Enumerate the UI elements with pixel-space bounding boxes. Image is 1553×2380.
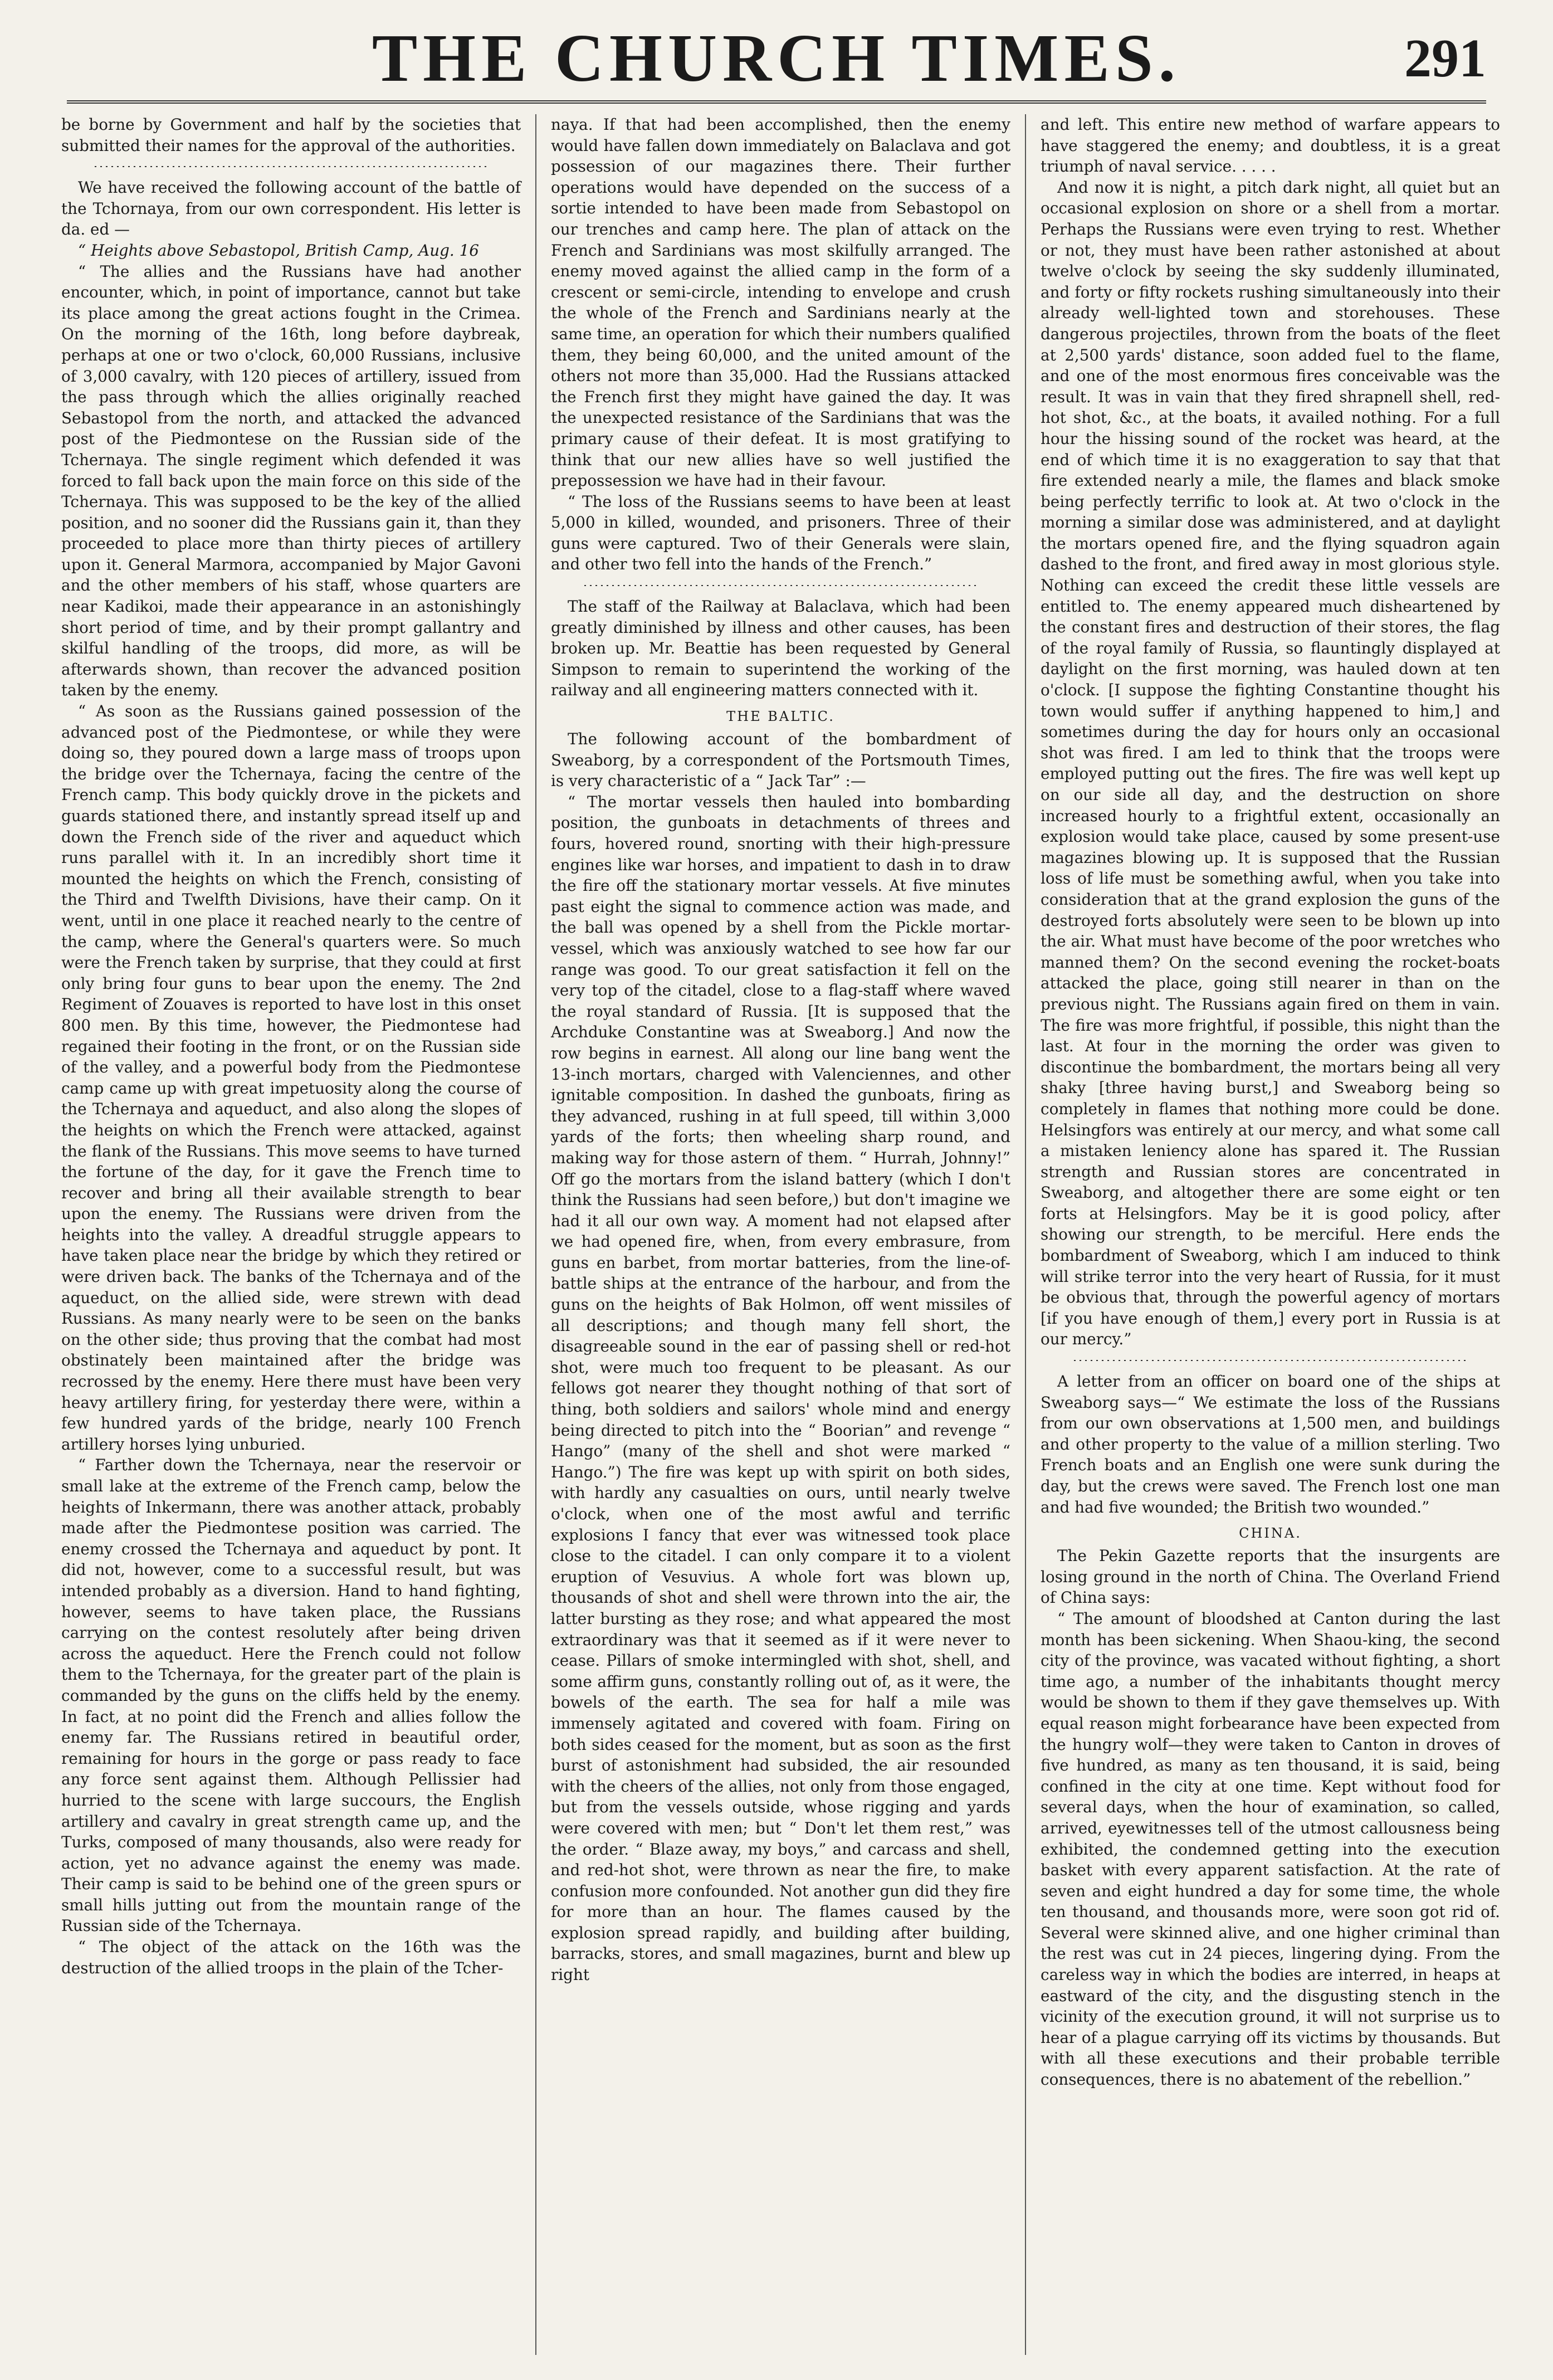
paragraph: And now it is night, a pitch dark night, all quiet but an occasional explosion on shore or a shell from a mortar. Perhaps the Russians were even trying to rest. Whether or not, they must have been rather astonished at about twelve o'clock by seeing the sky suddenly illuminated, and forty or fifty rockets rushing simultaneously into their already well-lighted town and storehouses. These dangerous projectiles, thrown from the boats of the fleet at 2,500 yards' distance, soon added fuel to the flame, and one of the most enormous fires conceivable was the result. It was in vain that they fired shrapnell shell, red-hot shot, &c., at the boats, it availed nothing. For a full hour the hissing sound of the rocket was heard, at the end of which time it is no exaggeration to say that that fire extended nearly a mile, the flames and black smoke being perfectly terrific to look at. At two o'clock in the morning a similar dose was administered, and at daylight the mortars opened fire, and the flying squadron again dashed to the front, and fired away in most glorious style. Nothing can exceed the credit these little vessels are entitled to. The enemy appeared much disheartened by the constant fires and destruction of their stores, the flag of the royal family of Russia, so flauntingly displayed at daylight on the first morning, was hauled down at ten o'clock. [I suppose the fighting Constantine thought his town would suffer if anything happened to him,] and sometimes during the day for hours only an occasional shot was fired. I am led to think that the troops were employed putting out the fires. The fire was well kept up on our side all day, and the destruction on shore increased hourly to a frightful extent, occasionally an explosion would take place, caused by some present-use magazines blowing up. It is supposed that the Russian loss of life must be something awful, when you take into consideration that at the grand explosion the guns of the destroyed forts absolutely were seen to be blown up into the air. What must have become of the poor wretches who manned them? On the second evening the rocket-boats attacked the place, going still nearer in than on the previous night. The Russians again fired on them in vain. The fire was more frightful, if possible, this night than the last. At four in the morning the order was given to discontinue the bombardment, the mortars being all very shaky [three having burst,] and Sweaborg being so completely in flames that nothing more could be done. Helsingfors was entirely at our mercy, and what some call a mistaken leniency alone has spared it. The Russian strength and Russian stores are concentrated in Sweaborg, and altogether there are some eight or ten forts at Helsingfors. May be it is good policy, after showing our strength, to be merciful. Here ends the bombardment of Sweaborg, which I am induced to think will strike terror into the very heart of Russia, for it must be obvious that, through the powerful agency of mortars [if you have enough of them,] every port in Russia is at our mercy.”	[1041, 178, 1500, 1349]
paragraph: “ The object of the attack on the 16th was the destruction of the allied troops in the plain of the Tcher-	[61, 1938, 521, 1977]
paragraph: The staff of the Railway at Balaclava, which had been greatly diminished by illness and other causes, has been broken up. Mr. Beattie has been requested by General Simpson to remain to superintend the working of the railway and all engineering matters connected with it.	[551, 597, 1010, 700]
divider	[1074, 1357, 1467, 1364]
paragraph: be borne by Government and half by the societies that submitted their names for the approval of the authorities.	[61, 115, 521, 155]
column-1	[61, 114, 535, 2355]
paragraph: “ Farther down the Tchernaya, near the reservoir or small lake at the extreme of the French camp, below the heights of Inkermann, there was another attack, probably made after the Piedmontese position was carried. The enemy crossed the Tchernaya and aqueduct by pont. It did not, however, come to a successful result, but was intended probably as a diversion. Hand to hand fighting, however, seems to have taken place, the Russians carrying on the contest resolutely after being driven across the aqueduct. Here the French could not follow them to the Tchernaya, for the greater part of the plain is commanded by the guns on the cliffs held by the enemy. In fact, at no point did the French and allies follow the enemy far. The Russians retired in beautiful order, remaining for hours in the gorge or pass ready to face any force sent against them. Although Pellissier had hurried to the scene with large succours, the English artillery and cavalry in great strength came up, and the Turks, composed of many thousands, also were ready for action, yet no advance against the enemy was made. Their camp is said to be behind one of the green spurs or small hills jutting out from the mountain range of the Russian side of the Tchernaya.	[61, 1456, 521, 1935]
column-3	[1025, 114, 1500, 2355]
paragraph: naya. If that had been accomplished, then the enemy would have fallen down immediately on Balaclava and got possession of our magazines there. Their further operations would have depended on the success of a sortie intended to have been made from Sebastopol on our trenches and camp here. The plan of attack on the French and Sardinians was most skilfully arranged. The enemy moved against the allied camp in the form of a crescent or semi-circle, intending to envelope and crush the whole of the French and Sardinians nearly at the same time, an operation for which their numbers qualified them, they being 60,000, and the united amount of the others not more than 35,000. Had the Russians attacked the French first they might have gained the day. It was the unexpected resistance of the Sardinians that was the primary cause of their defeat. It is most gratifying to think that our new allies have so well justified the prepossession we have had in their favour.	[551, 115, 1010, 490]
paragraph: The following account of the bombardment of Sweaborg, by a correspondent of the Portsmouth Times, is very characteristic of a “ Jack Tar” :—	[551, 730, 1010, 791]
paragraph: “ As soon as the Russians gained possession of the advanced post of the Piedmontese, or while they were doing so, they poured down a large mass of troops upon the bridge over the Tchernaya, facing the centre of the French camp. This body quickly drove in the pickets and guards stationed there, and instantly spread itself up and down the French side of the river and aqueduct which runs parallel with it. In an incredibly short time it mounted the heights on which the French, consisting of the Third and Twelfth Divisions, have their camp. On it went, until in one place it reached nearly to the centre of the camp, where the General's quarters were. So much were the French taken by surprise, that they could at first only bring four guns to bear upon the enemy. The 2nd Regiment of Zouaves is reported to have lost in this onset 800 men. By this time, however, the Piedmontese had regained their footing in the front, or on the Russian side of the valley, and a powerful body from the Piedmontese camp came up with great impetuosity along the course of the Tchernaya and aqueduct, and also along the slopes of the heights on which the French were attacked, against the flank of the Russians. This move seems to have turned the fortune of the day, for it gave the French time to recover and bring all their available strength to bear upon the enemy. The Russians were driven from the heights into the valley. A dreadful struggle appears to have taken place near the bridge by which they retired or were driven back. The banks of the Tchernaya and of the aqueduct, on the allied side, were strewn with dead Russians. As many nearly were to be seen on the banks on the other side; thus proving that the combat had most obstinately been maintained after the bridge was recrossed by the enemy. Here there must have been very heavy artillery firing, for yesterday there were, within a few hundred yards of the bridge, nearly 100 French artillery horses lying unburied.	[61, 702, 521, 1454]
paragraph: and left. This entire new method of warfare appears to have staggered the enemy; and doubtless, it is a great triumph of naval service. . . . .	[1041, 115, 1500, 176]
paragraph: The Pekin Gazette reports that the insurgents are losing ground in the north of China. The Overland Friend of China says:	[1041, 1547, 1500, 1607]
divider	[95, 163, 487, 170]
masthead	[67, 17, 1486, 104]
article-columns	[61, 114, 1500, 2355]
paragraph: “ The loss of the Russians seems to have been at least 5,000 in killed, wounded, and prisoners. Three of their guns were captured. Two of their Generals were slain, and other two fell into the hands of the French.”	[551, 492, 1010, 574]
paragraph: A letter from an officer on board one of the ships at Sweaborg says—“ We estimate the loss of the Russians from our own observations at 1,500 men, and buildings and other property to the value of a million sterling. Two French boats and an English one were sunk during the day, but the crews were saved. The French lost one man and had five wounded; the British two wounded.”	[1041, 1372, 1500, 1516]
paragraph: We have received the following account of the battle of the Tchornaya, from our own correspondent. His letter is da. ed —	[61, 178, 521, 239]
column-2	[535, 114, 1025, 2355]
paragraph: “ The amount of bloodshed at Canton during the last month has been sickening. When Shaou-king, the second city of the province, was vacated without fighting, a short time ago, a number of the inhabitants thought mercy would be shown to them if they gave themselves up. With equal reason might forbearance have been expected from the hungry wolf—they were taken to Canton in droves of five hundred, as many as ten thousand, it is said, being confined in the city at one time. Kept without food for several days, when the hour of examination, so called, arrived, eyewitnesses tell of the utmost callousness being exhibited, the condemned getting into the execution basket with every apparent satisfaction. At the rate of seven and eight hundred a day for some time, the whole ten thousand, and thousands more, were soon got rid of. Several were skinned alive, and one higher criminal than the rest was cut in 24 pieces, lingering dying. From the careless way in which the bodies are interred, in heaps at eastward of the city, and the disgusting stench in the vicinity of the execution ground, it will not surprise us to hear of a plague carrying off its victims by thousands. But with all these executions and their probable terrible consequences, there is no abatement of the rebellion.”	[1041, 1609, 1500, 2089]
dateline: “ Heights above Sebastopol, British Camp, Aug. 16	[78, 241, 479, 260]
section-heading-china: CHINA.	[1239, 1525, 1302, 1542]
newspaper-title: THE CHURCH TIMES.	[372, 21, 1181, 96]
paragraph: “ The mortar vessels then hauled into bombarding position, the gunboats in detachments of threes and fours, hovered round, snorting with their high-pressure engines like war horses, and impatient to dash in to draw the fire off the stationary mortar vessels. At five minutes past eight the signal to commence action was made, and the ball was opened by a shell from the Pickle mortar-vessel, which was anxiously watched to see how far our range was good. To our great satisfaction it fell on the very top of the citadel, close to a flag-staff where waved the royal standard of Russia. [It is supposed that the Archduke Constantine was at Sweaborg.] And now the row begins in earnest. All along our line bang went the 13-inch mortars, charged with Valenciennes, and other ignitable composition. In dashed the gunboats, firing as they advanced, rushing in at full speed, till within 3,000 yards of the forts; then wheeling sharp round, and making way for those astern of them. “ Hurrah, Johnny!” Off go the mortars from the island battery (which I don't think the Russians had seen before,) but don't imagine we had it all our own way. A moment had not elapsed after we had opened fire, when, from every embrasure, from guns en barbet, from mortar batteries, from the line-of-battle ships at the entrance of the harbour, and from the guns on the heights of Bak Holmon, off went missiles of all descriptions; and though many fell short, the disagreeable sound in the ear of passing shell or red-hot shot, were much too frequent to be pleasant. As our fellows got nearer they thought nothing of that sort of thing, both soldiers and sailors' whole mind and energy being directed to pitch into the “ Boorian” and revenge “ Hango” (many of the shell and shot were marked “ Hango.”) The fire was kept up with spirit on both sides, with hardly any casualties on ours, until nearly twelve o'clock, when one of the most awful and terrific explosions I fancy that ever was witnessed took place close to the citadel. I can only compare it to a violent eruption of Vesuvius. A whole fort was blown up, thousands of shot and shell were thrown into the air, the latter bursting as they rose; and what appeared the most extraordinary was that it seemed as if it were never to cease. Pillars of smoke intermingled with shot, shell, and some affirm guns, constantly rolling out of, as it were, the bowels of the earth. The sea for half a mile was immensely agitated and covered with foam. Firing on both sides ceased for the moment, but as soon as the first burst of astonishment had subsided, the air resounded with the cheers of the allies, not only from those engaged, but from the vessels outside, whose rigging and yards were covered with men; but “ Don't let them rest,” was the order. “ Blaze away, my boys,” and carcass and shell, and red-hot shot, were thrown as near the fire, to make confusion more confounded. Not another gun did they fire for more than an hour. The flames caused by the explosion spread rapidly, and building after building, barracks, stores, and small magazines, burnt and blew up right	[551, 792, 1010, 1984]
page-number: 291	[1404, 28, 1486, 89]
section-heading-baltic: THE BALTIC.	[726, 709, 835, 725]
divider	[584, 582, 977, 589]
paragraph: “ The allies and the Russians have had another encounter, which, in point of importance, cannot but take its place among the great actions fought in the Crimea. On the morning of the 16th, long before daybreak, perhaps at one or two o'clock, 60,000 Russians, inclusive of 3,000 cavalry, with 120 pieces of artillery, issued from the pass through which the allies originally reached Sebastopol from the north, and attacked the advanced post of the Piedmontese on the Russian side of the Tchernaya. The single regiment which defended it was forced to fall back upon the main force on this side of the Tchernaya. This was supposed to be the key of the allied position, and no sooner did the Russians gain it, than they proceeded to place more than thirty pieces of artillery upon it. General Marmora, accompanied by Major Gavoni and the other members of his staff, whose quarters are near Kadikoi, made their appearance in an astonishingly short period of time, and by their prompt gallantry and skilful handling of the troops, did more, as will be afterwards shown, than recover the advanced position taken by the enemy.	[61, 262, 521, 700]
